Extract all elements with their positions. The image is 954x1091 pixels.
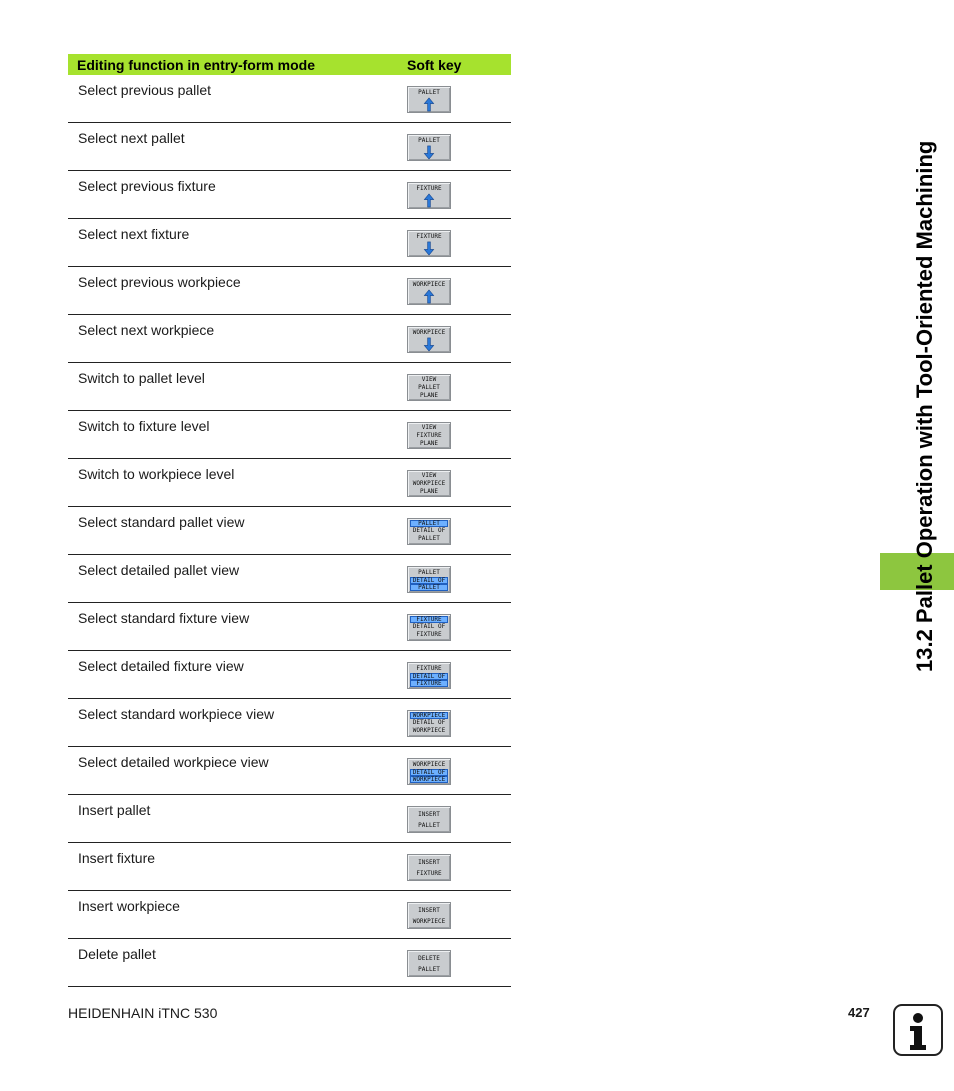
softkey-button[interactable]	[407, 182, 451, 209]
function-label: Switch to fixture level	[78, 418, 210, 434]
softkey-label: PALLET	[418, 568, 440, 576]
softkey-label: PALLET	[418, 383, 440, 391]
softkey-label: VIEW	[421, 471, 437, 479]
function-label: Select previous pallet	[78, 82, 212, 98]
softkey-button[interactable]	[407, 422, 451, 449]
function-label: Select standard workpiece view	[78, 706, 275, 722]
footer-product: HEIDENHAIN iTNC 530	[68, 1005, 218, 1021]
table-row	[68, 123, 511, 171]
table-row	[68, 843, 511, 891]
softkey-label: VIEW	[421, 375, 437, 383]
softkey-label: FIXTURE	[416, 233, 442, 240]
softkey-button[interactable]	[407, 278, 451, 305]
softkey-label: WORKPIECE	[412, 727, 446, 734]
function-label: Switch to pallet level	[78, 370, 205, 386]
softkey-label: FIXTURE	[416, 185, 442, 192]
function-label: Select next fixture	[78, 226, 190, 242]
table-row	[68, 939, 511, 987]
table-row	[68, 315, 511, 363]
arrow-down-icon	[423, 145, 435, 160]
arrow-up-icon	[423, 193, 435, 208]
function-label: Insert fixture	[78, 850, 156, 866]
info-icon	[893, 1004, 943, 1056]
table-row	[68, 651, 511, 699]
function-label: Delete pallet	[78, 946, 156, 962]
softkey-label: INSERT	[418, 906, 440, 914]
table-header	[68, 54, 511, 75]
softkey-table	[68, 54, 511, 987]
header-softkey: Soft key	[407, 56, 462, 73]
softkey-label: DELETE	[418, 954, 440, 962]
function-label: Select previous workpiece	[78, 274, 241, 290]
table-row	[68, 891, 511, 939]
table-row	[68, 699, 511, 747]
table-row	[68, 411, 511, 459]
softkey-label: WORKPIECE	[412, 479, 446, 487]
softkey-label: DETAIL OF	[412, 719, 446, 726]
chapter-title: 13.2 Pallet Operation with Tool-Oriented Machining	[912, 140, 937, 672]
softkey-label: DETAIL OF	[412, 623, 446, 630]
softkey-label: PALLET	[410, 520, 448, 527]
function-label: Select standard pallet view	[78, 514, 245, 530]
softkey-label: PLANE	[419, 391, 439, 399]
softkey-label: PALLET	[418, 821, 440, 829]
softkey-label: WORKPIECE	[412, 281, 446, 288]
arrow-up-icon	[423, 289, 435, 304]
softkey-label: PALLET	[410, 584, 448, 591]
softkey-label: INSERT	[418, 810, 440, 818]
header-function: Editing function in entry-form mode	[77, 56, 315, 73]
page-number: 427	[848, 1005, 870, 1020]
table-row	[68, 267, 511, 315]
softkey-button[interactable]	[407, 710, 451, 737]
softkey-button[interactable]	[407, 230, 451, 257]
arrow-down-icon	[423, 337, 435, 352]
function-label: Select next pallet	[78, 130, 185, 146]
table-body	[68, 75, 511, 987]
softkey-button[interactable]	[407, 854, 451, 881]
softkey-button[interactable]	[407, 518, 451, 545]
softkey-label: VIEW	[421, 423, 437, 431]
softkey-button[interactable]	[407, 662, 451, 689]
softkey-button[interactable]	[407, 806, 451, 833]
table-row	[68, 363, 511, 411]
softkey-label: FIXTURE	[416, 631, 442, 638]
function-label: Select detailed workpiece view	[78, 754, 269, 770]
softkey-button[interactable]	[407, 86, 451, 113]
softkey-button[interactable]	[407, 134, 451, 161]
softkey-label: FIXTURE	[416, 664, 442, 672]
softkey-button[interactable]	[407, 470, 451, 497]
table-row	[68, 219, 511, 267]
table-row	[68, 603, 511, 651]
function-label: Switch to workpiece level	[78, 466, 235, 482]
arrow-down-icon	[423, 241, 435, 256]
softkey-label: PALLET	[418, 89, 440, 96]
softkey-label: INSERT	[418, 858, 440, 866]
table-row	[68, 555, 511, 603]
function-label: Select previous fixture	[78, 178, 216, 194]
softkey-label: FIXTURE	[410, 616, 448, 623]
softkey-label: PALLET	[418, 965, 440, 973]
table-row	[68, 795, 511, 843]
function-label: Select next workpiece	[78, 322, 215, 338]
softkey-button[interactable]	[407, 566, 451, 593]
softkey-label: DETAIL OF	[410, 577, 448, 584]
softkey-label: FIXTURE	[416, 869, 442, 877]
softkey-label: PLANE	[419, 439, 439, 447]
softkey-label: WORKPIECE	[412, 760, 446, 768]
softkey-label: PALLET	[418, 535, 440, 542]
softkey-label: FIXTURE	[416, 431, 442, 439]
softkey-button[interactable]	[407, 374, 451, 401]
softkey-button[interactable]	[407, 902, 451, 929]
function-label: Select standard fixture view	[78, 610, 250, 626]
softkey-label: PALLET	[418, 137, 440, 144]
function-label: Insert workpiece	[78, 898, 180, 914]
softkey-label: DETAIL OF	[412, 527, 446, 534]
softkey-label: FIXTURE	[410, 680, 448, 687]
softkey-label: WORKPIECE	[412, 917, 446, 925]
softkey-button[interactable]	[407, 326, 451, 353]
table-row	[68, 75, 511, 123]
softkey-label: WORKPIECE	[410, 712, 448, 719]
arrow-up-icon	[423, 97, 435, 112]
softkey-label: PLANE	[419, 487, 439, 495]
table-row	[68, 459, 511, 507]
softkey-label: WORKPIECE	[412, 329, 446, 336]
function-label: Select detailed fixture view	[78, 658, 244, 674]
softkey-label: WORKPIECE	[410, 776, 448, 783]
softkey-label: DETAIL OF	[410, 673, 448, 680]
softkey-button[interactable]	[407, 614, 451, 641]
table-row	[68, 171, 511, 219]
table-row	[68, 747, 511, 795]
softkey-label: DETAIL OF	[410, 769, 448, 776]
table-row	[68, 507, 511, 555]
softkey-button[interactable]	[407, 950, 451, 977]
function-label: Insert pallet	[78, 802, 151, 818]
softkey-button[interactable]	[407, 758, 451, 785]
function-label: Select detailed pallet view	[78, 562, 240, 578]
